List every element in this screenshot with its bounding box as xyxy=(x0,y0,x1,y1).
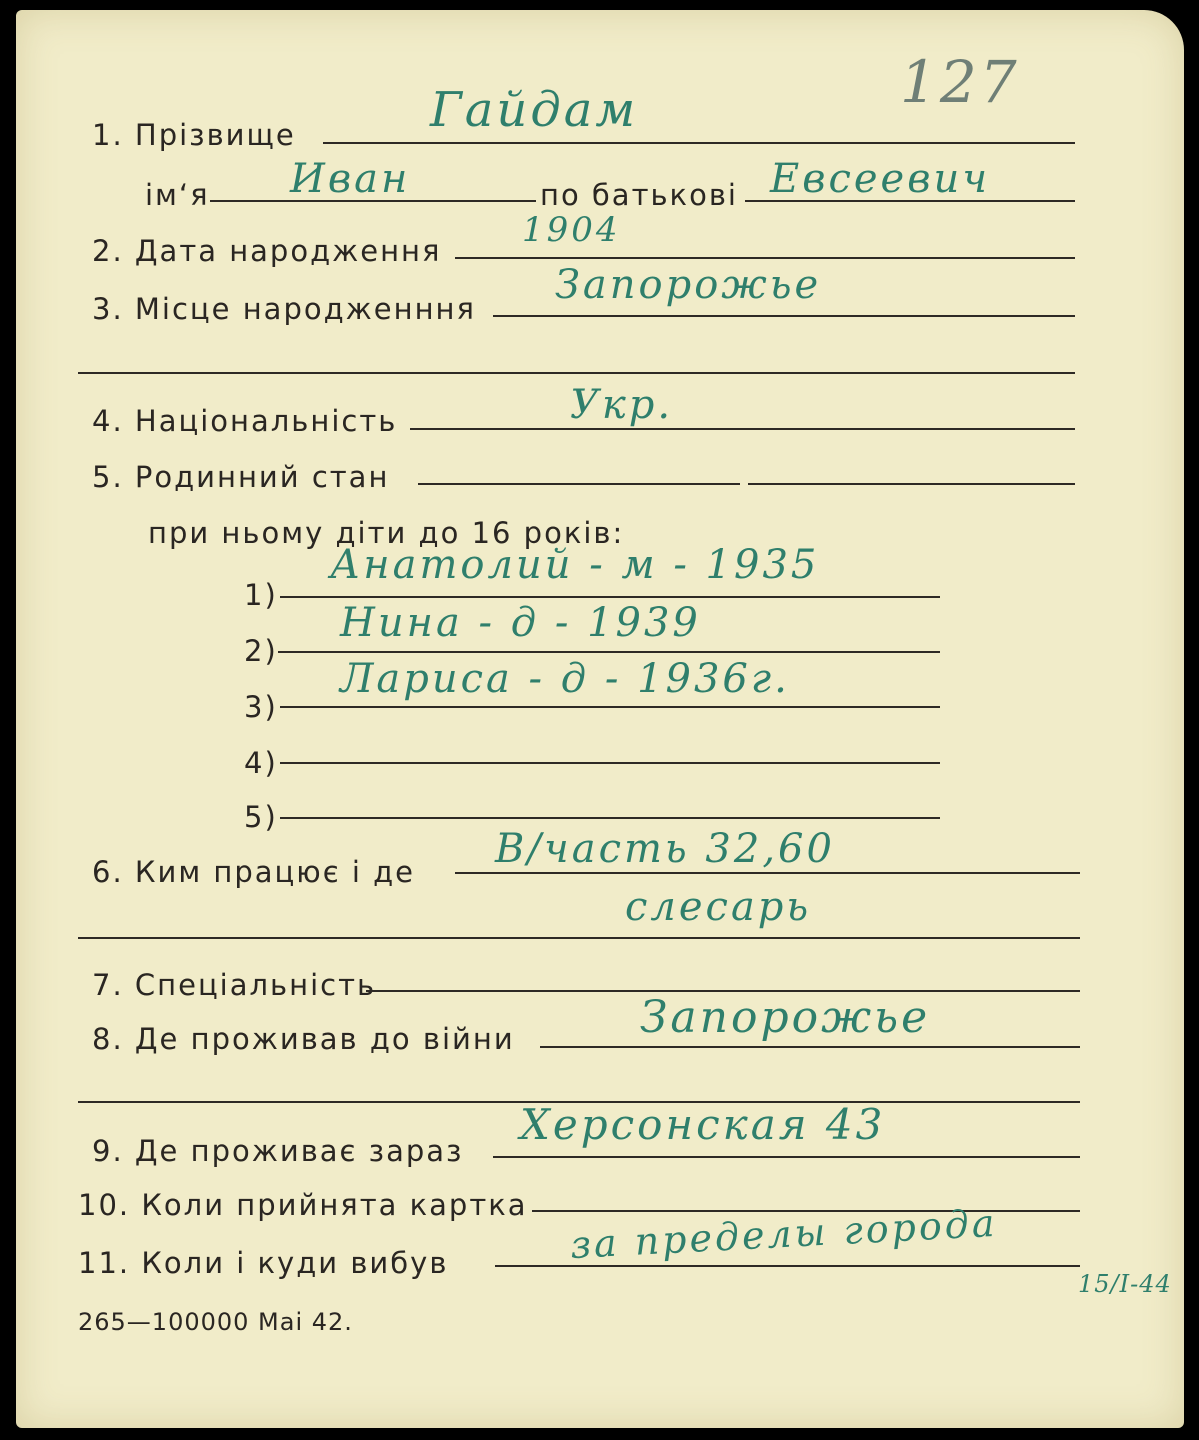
label-departure: 11. Коли і куди вибув xyxy=(78,1246,449,1280)
entry-nationality: Укр. xyxy=(570,382,674,428)
line-birth-date xyxy=(455,257,1075,259)
entry-prewar-residence: Запорожье xyxy=(640,992,931,1043)
entry-child-1: Анатолий - м - 1935 xyxy=(330,542,820,588)
label-current-residence: 9. Де проживає зараз xyxy=(92,1134,464,1168)
entry-departure: за пределы города xyxy=(569,1200,999,1268)
line-child-1 xyxy=(280,596,940,598)
label-child-1: 1) xyxy=(244,578,278,612)
line-current-residence xyxy=(493,1156,1080,1158)
line-child-3 xyxy=(280,706,940,708)
entry-child-2: Нина - д - 1939 xyxy=(340,600,701,646)
label-child-5: 5) xyxy=(244,800,278,834)
line-occupation xyxy=(455,872,1080,874)
line-birth-place xyxy=(493,315,1075,317)
label-family-status: 5. Родинний стан xyxy=(92,460,390,494)
label-first-name: ім‘я xyxy=(145,178,210,212)
label-child-3: 3) xyxy=(244,690,278,724)
line-occupation-2 xyxy=(78,937,1080,939)
print-code: 265—100000 Mai 42. xyxy=(78,1308,353,1336)
entry-work-role: слесарь xyxy=(625,884,812,930)
entry-current-address: Херсонская 43 xyxy=(520,1100,886,1149)
line-child-2 xyxy=(278,651,940,653)
line-nationality xyxy=(410,428,1075,430)
label-occupation: 6. Ким працює і де xyxy=(92,855,416,889)
entry-departure-date: 15/I-44 xyxy=(1078,1270,1172,1298)
line-birth-place-2 xyxy=(78,372,1075,374)
line-child-5 xyxy=(280,817,940,819)
label-child-2: 2) xyxy=(244,634,278,668)
line-prewar-residence xyxy=(540,1046,1080,1048)
label-birth-place: 3. Місце народженння xyxy=(92,292,476,326)
line-family-status-a xyxy=(418,483,740,485)
entry-first-name: Иван xyxy=(290,156,411,202)
label-prewar-residence: 8. Де проживав до війни xyxy=(92,1022,515,1056)
line-surname xyxy=(323,142,1075,144)
label-card-accepted: 10. Коли прийнята картка xyxy=(78,1188,528,1222)
label-birth-date: 2. Дата народження xyxy=(92,234,442,268)
line-child-4 xyxy=(280,762,940,764)
entry-surname: Гайдам xyxy=(430,82,639,138)
entry-birth-place: Запорожье xyxy=(555,262,822,308)
label-nationality: 4. Національність xyxy=(92,404,398,438)
label-children: при ньому діти до 16 років: xyxy=(148,516,625,550)
entry-work-place: В/часть 32,60 xyxy=(495,826,835,872)
label-patronymic: по батькові xyxy=(540,178,738,212)
label-child-4: 4) xyxy=(244,746,278,780)
label-surname: 1. Прізвище xyxy=(92,118,296,152)
entry-child-3: Лариса - д - 1936г. xyxy=(340,656,790,702)
line-family-status-b xyxy=(748,483,1075,485)
label-specialty: 7. Спеціальність xyxy=(92,968,377,1002)
entry-patronymic: Евсеевич xyxy=(770,156,991,202)
entry-birth-year: 1904 xyxy=(522,210,621,250)
card-number: 127 xyxy=(900,48,1020,116)
